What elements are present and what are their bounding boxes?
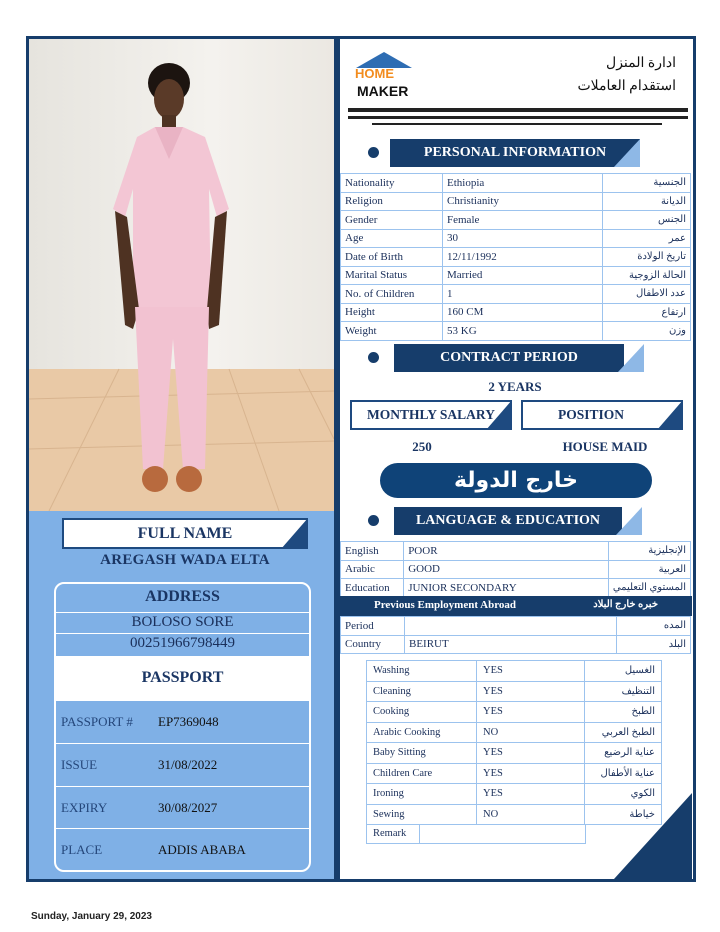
row-value: POOR [404, 542, 609, 561]
fullname-label: FULL NAME [137, 525, 233, 542]
previous-employment-title: Previous Employment Abroad [374, 599, 516, 611]
monthly-salary-value: 250 [412, 439, 432, 454]
skill-label: Baby Sitting [367, 743, 477, 764]
row-value: GOOD [404, 560, 609, 579]
expiry-label: EXPIRY [61, 800, 108, 815]
skill-label: Cooking [367, 702, 477, 723]
table-row [341, 174, 691, 193]
monthly-salary-label-box [350, 400, 512, 430]
contract-period-header [340, 344, 690, 372]
passport-number-label: PASSPORT # [61, 714, 133, 729]
skill-label-arabic: التنظيف [585, 681, 662, 702]
row-label-arabic: الجنس [603, 211, 691, 230]
header-rule [348, 108, 688, 112]
skill-label: Children Care [367, 763, 477, 784]
header-rule [372, 123, 662, 125]
bullet-icon [368, 515, 379, 526]
row-label: Education [341, 579, 404, 598]
corner-decoration [657, 400, 683, 430]
skill-label: Washing [367, 661, 477, 682]
row-label-arabic: المستوي التعليمي [608, 579, 690, 598]
row-value: 12/11/1992 [443, 248, 603, 267]
language-education-header [340, 507, 690, 535]
skill-label-arabic: الكوي [585, 784, 662, 805]
skills-section [366, 660, 662, 844]
row-label: Height [341, 303, 443, 322]
skill-value: YES [477, 784, 585, 805]
skill-value: YES [477, 681, 585, 702]
table-row [341, 579, 691, 598]
remark-row [366, 824, 586, 844]
previous-employment-header [340, 596, 692, 616]
row-label: Arabic [341, 560, 404, 579]
address-passport-card [54, 582, 311, 872]
issue-value: 31/08/2022 [158, 757, 218, 772]
previous-employment-title-arabic: خبره خارج البلاد [593, 599, 658, 610]
monthly-salary-label: MONTHLY SALARY [367, 407, 495, 422]
row-label-arabic: الإنجليزية [608, 542, 690, 561]
place-label: PLACE [61, 842, 103, 857]
passport-row [56, 828, 309, 870]
candidate-photo [29, 39, 334, 511]
passport-row [56, 700, 309, 742]
corner-decoration [281, 518, 308, 549]
skill-label-arabic: خياطة [585, 804, 662, 825]
personal-info-table [340, 173, 691, 341]
skill-label-arabic: الطبخ العربي [585, 722, 662, 743]
row-label-arabic: الجنسية [603, 174, 691, 193]
skill-label: Sewing [367, 804, 477, 825]
position-label: POSITION [557, 407, 625, 422]
table-row [341, 635, 691, 654]
row-label: Weight [341, 322, 443, 341]
row-value: 1 [443, 285, 603, 304]
cell-divider [419, 825, 420, 843]
personal-info-header [340, 139, 690, 167]
passport-number-value: EP7369048 [158, 714, 219, 729]
row-value: Christianity [443, 192, 603, 211]
corner-decoration [614, 139, 640, 167]
contract-period-title: CONTRACT PERIOD [394, 344, 624, 372]
language-education-title: LANGUAGE & EDUCATION [394, 507, 622, 535]
passport-row [56, 743, 309, 785]
row-label: Period [341, 617, 405, 636]
row-label-arabic: العربية [608, 560, 690, 579]
table-row [367, 784, 662, 805]
fullname-label-box [62, 518, 308, 549]
expiry-value: 30/08/2027 [158, 800, 218, 815]
address-label: ADDRESS [145, 588, 220, 605]
row-value: JUNIOR SECONDARY [404, 579, 609, 598]
skill-value: YES [477, 743, 585, 764]
row-label: Age [341, 229, 443, 248]
bullet-icon [368, 147, 379, 158]
row-label: Religion [341, 192, 443, 211]
skill-label: Ironing [367, 784, 477, 805]
row-label-arabic: البلد [617, 635, 691, 654]
corner-decoration [618, 344, 644, 372]
row-value [405, 617, 617, 636]
position-value: HOUSE MAID [562, 439, 648, 454]
fullname-value: AREGASH WADA ELTA [100, 552, 270, 568]
table-row [341, 542, 691, 561]
agency-name-arabic: ادارة المنزل [606, 56, 676, 71]
row-label: Date of Birth [341, 248, 443, 267]
table-row [367, 661, 662, 682]
print-date: Sunday, January 29, 2023 [31, 911, 152, 922]
destination-banner-arabic: خارج الدولة [380, 463, 652, 498]
row-value: BEIRUT [405, 635, 617, 654]
skill-value: YES [477, 763, 585, 784]
table-row [341, 248, 691, 267]
passport-label: PASSPORT [56, 656, 309, 700]
agency-tagline-arabic: استقدام العاملات [577, 79, 676, 94]
table-row [367, 804, 662, 825]
row-label-arabic: المده [617, 617, 691, 636]
skill-label: Arabic Cooking [367, 722, 477, 743]
table-row [341, 211, 691, 230]
table-row [341, 322, 691, 341]
row-value: 160 CM [443, 303, 603, 322]
row-label-arabic: عدد الاطفال [603, 285, 691, 304]
address-line-2: 00251966798449 [56, 633, 309, 653]
table-row [341, 617, 691, 636]
skill-label-arabic: عناية الأطفال [585, 763, 662, 784]
place-value: ADDIS ABABA [158, 842, 246, 857]
remark-label: Remark [373, 828, 407, 839]
previous-employment-table [340, 616, 691, 654]
row-label: English [341, 542, 404, 561]
skill-label-arabic: الغسيل [585, 661, 662, 682]
table-row [341, 303, 691, 322]
personal-info-title: PERSONAL INFORMATION [390, 139, 640, 167]
skill-value: NO [477, 722, 585, 743]
bullet-icon [368, 352, 379, 363]
row-value: Ethiopia [443, 174, 603, 193]
skills-table [366, 660, 662, 825]
row-value: Married [443, 266, 603, 285]
row-label: Marital Status [341, 266, 443, 285]
header-rule [348, 116, 688, 119]
table-row [341, 560, 691, 579]
contract-period-value: 2 YEARS [488, 379, 542, 394]
address-line-1: BOLOSO SORE [56, 612, 309, 632]
table-row [341, 266, 691, 285]
logo-maker-text: MAKER [357, 83, 409, 99]
passport-row [56, 786, 309, 828]
row-label: Gender [341, 211, 443, 230]
skill-value: NO [477, 804, 585, 825]
row-label-arabic: وزن [603, 322, 691, 341]
skill-value: YES [477, 661, 585, 682]
skill-label-arabic: عناية الرضيع [585, 743, 662, 764]
issue-label: ISSUE [61, 757, 98, 772]
row-label: Country [341, 635, 405, 654]
row-label-arabic: عمر [603, 229, 691, 248]
row-value: Female [443, 211, 603, 230]
row-label: No. of Children [341, 285, 443, 304]
row-label-arabic: ارتفاع [603, 303, 691, 322]
row-label: Nationality [341, 174, 443, 193]
row-label-arabic: الحالة الزوجية [603, 266, 691, 285]
row-value: 30 [443, 229, 603, 248]
row-value: 53 KG [443, 322, 603, 341]
table-row [367, 722, 662, 743]
table-row [367, 763, 662, 784]
position-label-box [521, 400, 683, 430]
row-label-arabic: تاريخ الولادة [603, 248, 691, 267]
table-row [367, 681, 662, 702]
table-row [341, 229, 691, 248]
table-row [341, 192, 691, 211]
skill-label: Cleaning [367, 681, 477, 702]
skill-value: YES [477, 702, 585, 723]
table-row [367, 743, 662, 764]
corner-decoration [616, 507, 642, 535]
skill-label-arabic: الطبخ [585, 702, 662, 723]
home-maker-logo [350, 48, 422, 104]
language-table [340, 541, 691, 598]
corner-decoration [486, 400, 512, 430]
logo-home-text: HOME [355, 66, 394, 81]
row-label-arabic: الديانة [603, 192, 691, 211]
table-row [367, 702, 662, 723]
table-row [341, 285, 691, 304]
